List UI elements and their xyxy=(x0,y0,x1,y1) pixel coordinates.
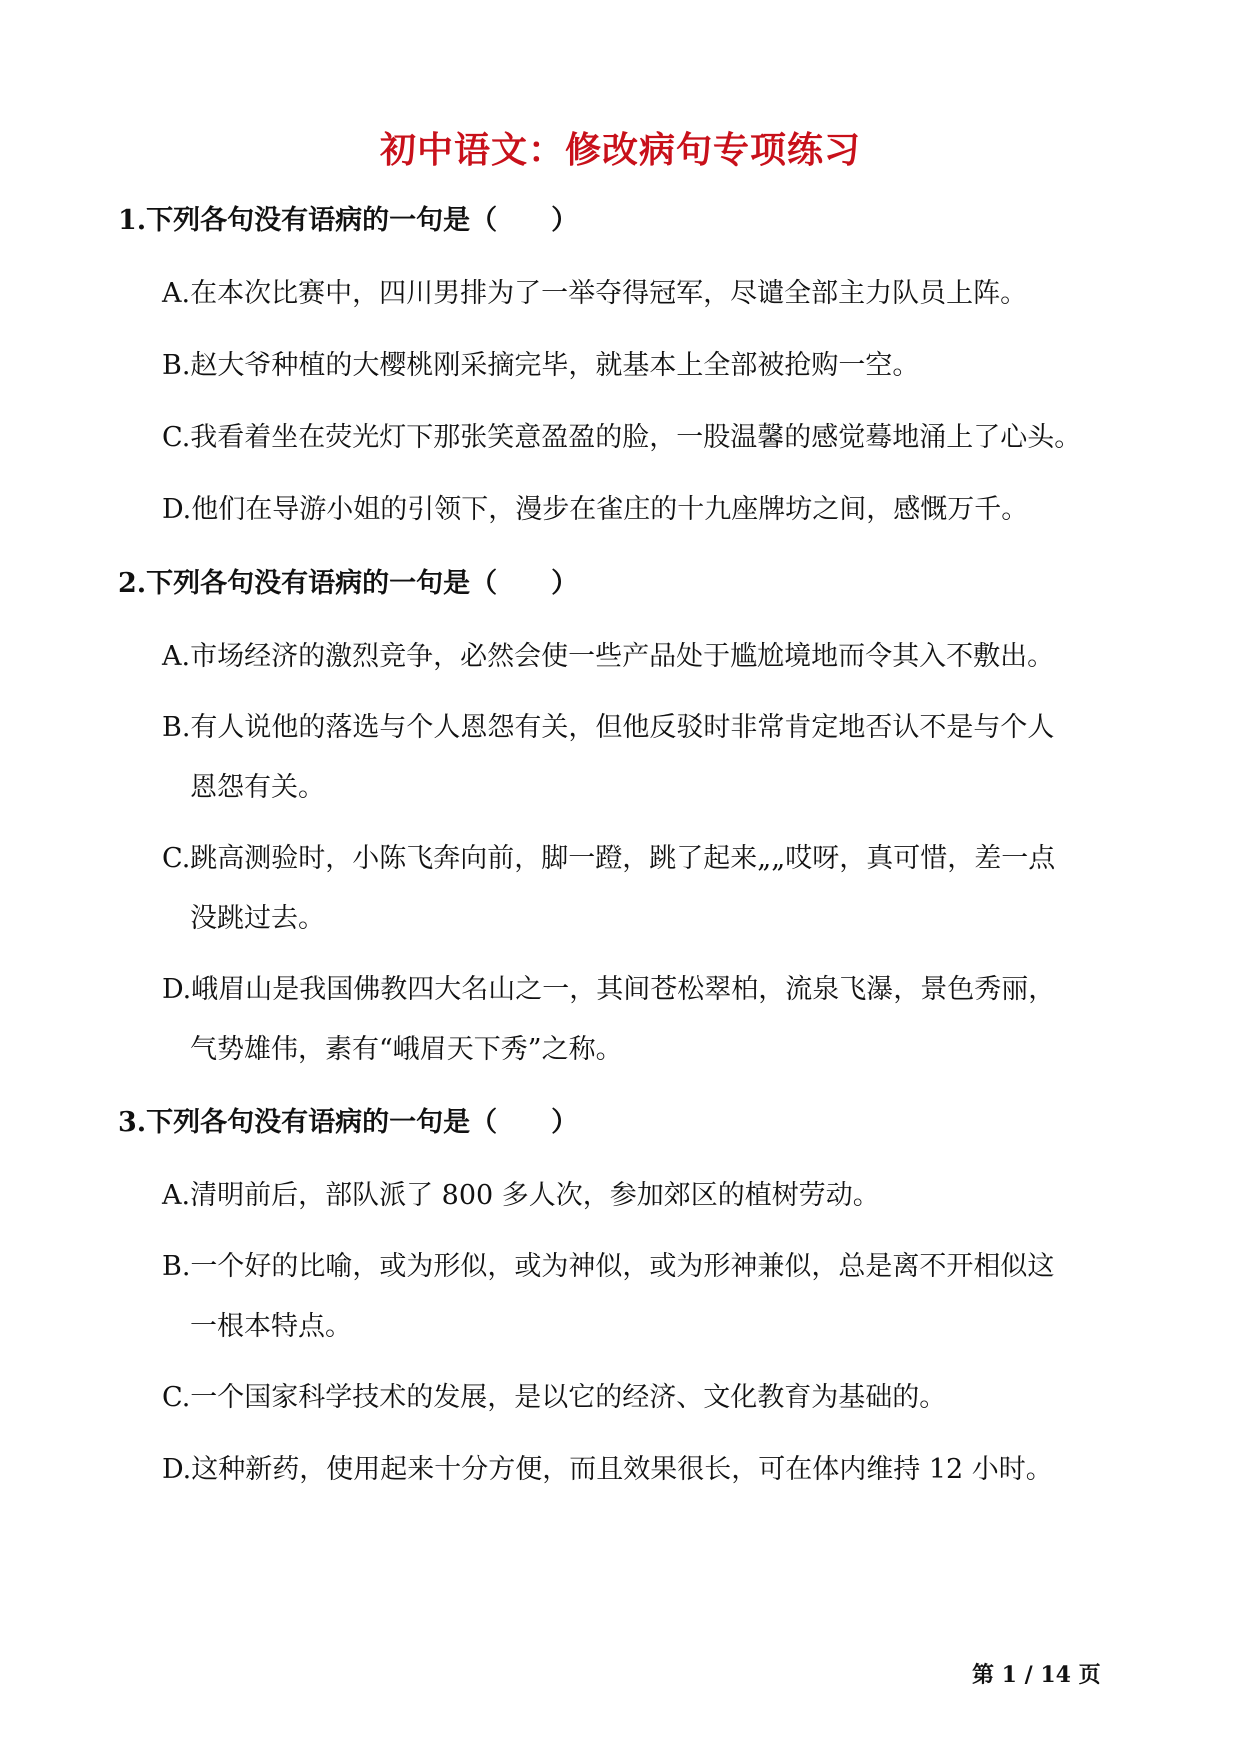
question-3-stem: 3.下列各句没有语病的一句是（ ） xyxy=(118,1107,579,1138)
page-number: 第 1 / 14 页 xyxy=(972,1662,1101,1688)
question-1-option-b: B.赵大爷种植的大樱桃刚采摘完毕，就基本上全部被抢购一空。 xyxy=(162,350,920,381)
question-1-stem: 1.下列各句没有语病的一句是（ ） xyxy=(118,205,579,236)
question-3-option-c: C.一个国家科学技术的发展，是以它的经济、文化教育为基础的。 xyxy=(162,1382,947,1413)
question-2-option-d-line2: 气势雄伟，素有“峨眉天下秀”之称。 xyxy=(190,1034,623,1065)
question-2-option-c-line2: 没跳过去。 xyxy=(190,903,325,934)
question-2-option-a: A.市场经济的激烈竞争，必然会使一些产品处于尴尬境地而令其入不敷出。 xyxy=(162,641,1055,672)
question-3-option-a: A.清明前后，部队派了 800 多人次，参加郊区的植树劳动。 xyxy=(162,1180,880,1211)
question-1-option-a: A.在本次比赛中，四川男排为了一举夺得冠军，尽谴全部主力队员上阵。 xyxy=(162,278,1028,309)
question-3-option-d: D.这种新药，使用起来十分方便，而且效果很长，可在体内维持 12 小时。 xyxy=(162,1454,1053,1485)
question-3-option-b-line1: B.一个好的比喻，或为形似，或为神似，或为形神兼似，总是离不开相似这 xyxy=(162,1251,1055,1282)
question-3-option-b-line2: 一根本特点。 xyxy=(190,1311,352,1342)
question-1-option-d: D.他们在导游小姐的引领下，漫步在雀庄的十九座牌坊之间，感慨万千。 xyxy=(162,494,1029,525)
question-2-option-c-line1: C.跳高测验时，小陈飞奔向前，脚一蹬，跳了起来„„哎呀，真可惜，差一点 xyxy=(162,843,1056,874)
question-2-stem: 2.下列各句没有语病的一句是（ ） xyxy=(118,568,579,599)
question-2-option-d-line1: D.峨眉山是我国佛教四大名山之一，其间苍松翠柏，流泉飞瀑，景色秀丽， xyxy=(162,974,1056,1005)
question-2-option-b-line2: 恩怨有关。 xyxy=(190,772,325,803)
document-title: 初中语文：修改病句专项练习 xyxy=(379,129,861,171)
question-1-option-c: C.我看着坐在荧光灯下那张笑意盈盈的脸，一股温馨的感觉蓦地涌上了心头。 xyxy=(162,422,1082,453)
question-2-option-b-line1: B.有人说他的落选与个人恩怨有关，但他反驳时非常肯定地否认不是与个人 xyxy=(162,712,1055,743)
